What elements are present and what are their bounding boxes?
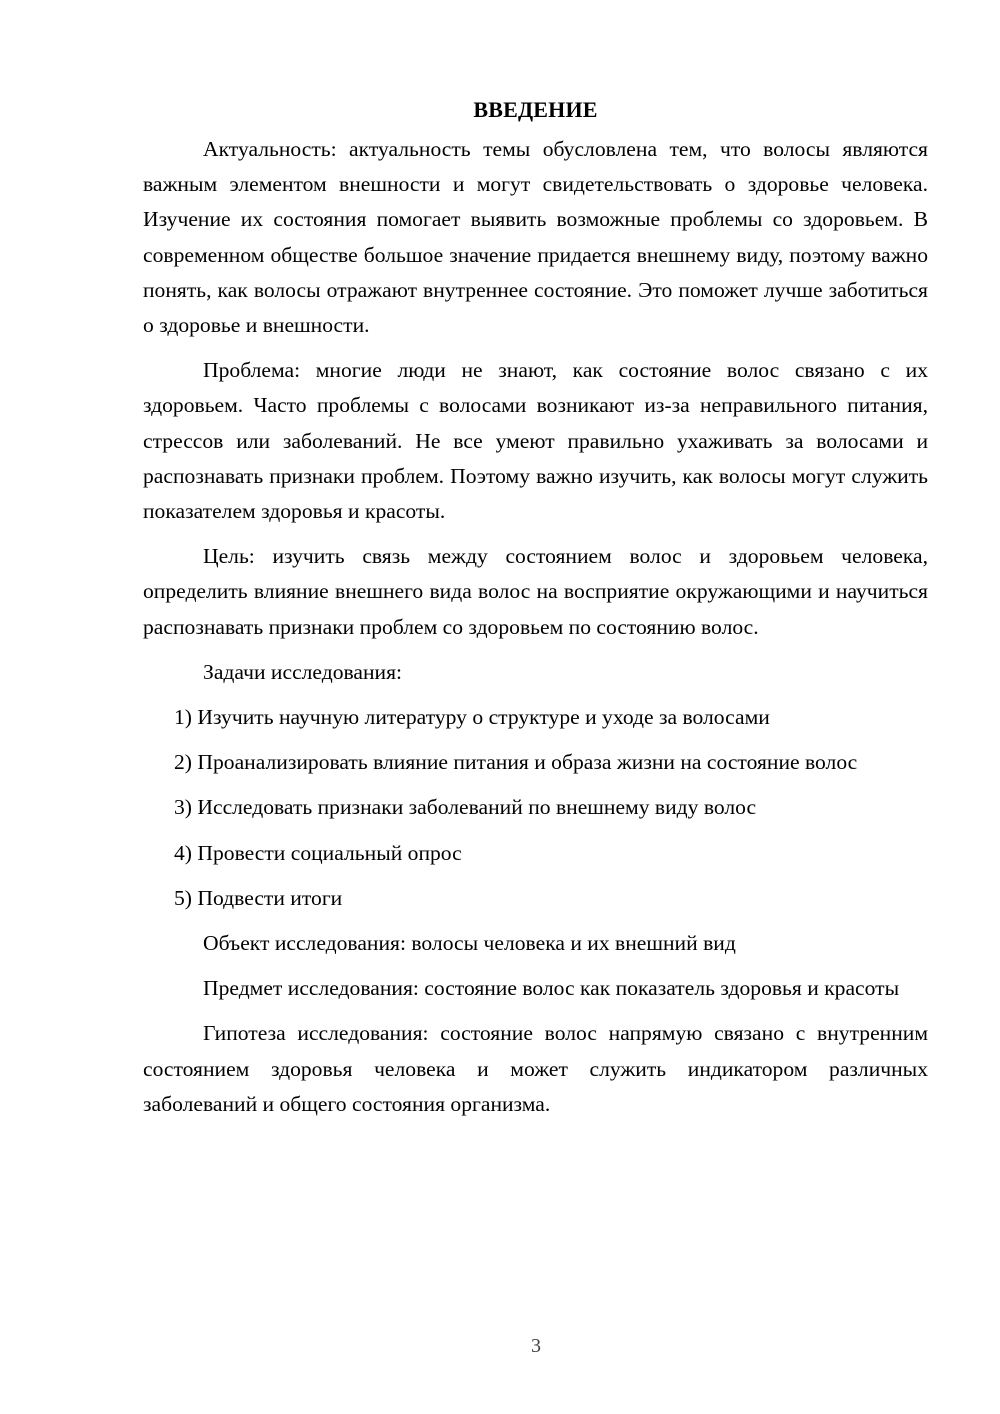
relevance-paragraph: Актуальность: актуальность темы обусловлена тем, что волосы являются важным элементом внешности и могут свидетельствовать о здоровье человека. Изучение их состояния помогает выявить возможные проблемы со здоровьем. В современном обществе большое значение придается внешнему виду, поэтому важно понять, как волосы отражают внутреннее состояние. Это поможет лучше заботиться о здоровье и внешности. (143, 137, 928, 338)
task-item: 4) Провести социальный опрос (174, 840, 462, 865)
object-paragraph: Объект исследования: волосы человека и их внешний вид (203, 931, 736, 956)
task-item: 3) Исследовать признаки заболеваний по внешнему виду волос (174, 795, 757, 820)
problem-paragraph: Проблема: многие люди не знают, как состояние волос связано с их здоровьем. Часто проблемы с волосами возникают из-за неправильного питания, стрессов или заболеваний. Не все умеют правильно ухаживать за волосами и распознавать признаки проблем. Поэтому важно изучить, как волосы могут служить показателем здоровья и красоты. (143, 358, 928, 524)
tasks-heading: Задачи исследования: (203, 659, 403, 684)
page-number: 3 (531, 1335, 541, 1357)
task-item: 5) Подвести итоги (174, 885, 343, 910)
goal-paragraph: Цель: изучить связь между состоянием волос и здоровьем человека, определить влияние внешнего вида волос на восприятие окружающими и научиться распознавать признаки проблем со здоровьем по состоянию волос. (143, 544, 928, 639)
subject-paragraph: Предмет исследования: состояние волос как показатель здоровья и красоты (203, 976, 900, 1001)
task-item: 2) Проанализировать влияние питания и образа жизни на состояние волос (174, 750, 858, 775)
document-page (143, 95, 928, 1132)
task-item: 1) Изучить научную литературу о структуре и уходе за волосами (174, 705, 770, 730)
tasks-list (143, 700, 928, 916)
page-title: ВВЕДЕНИЕ (473, 97, 598, 122)
hypothesis-paragraph: Гипотеза исследования: состояние волос напрямую связано с внутренним состоянием здоровья человека и может служить индикатором различных заболеваний и общего состояния организма. (143, 1021, 928, 1116)
